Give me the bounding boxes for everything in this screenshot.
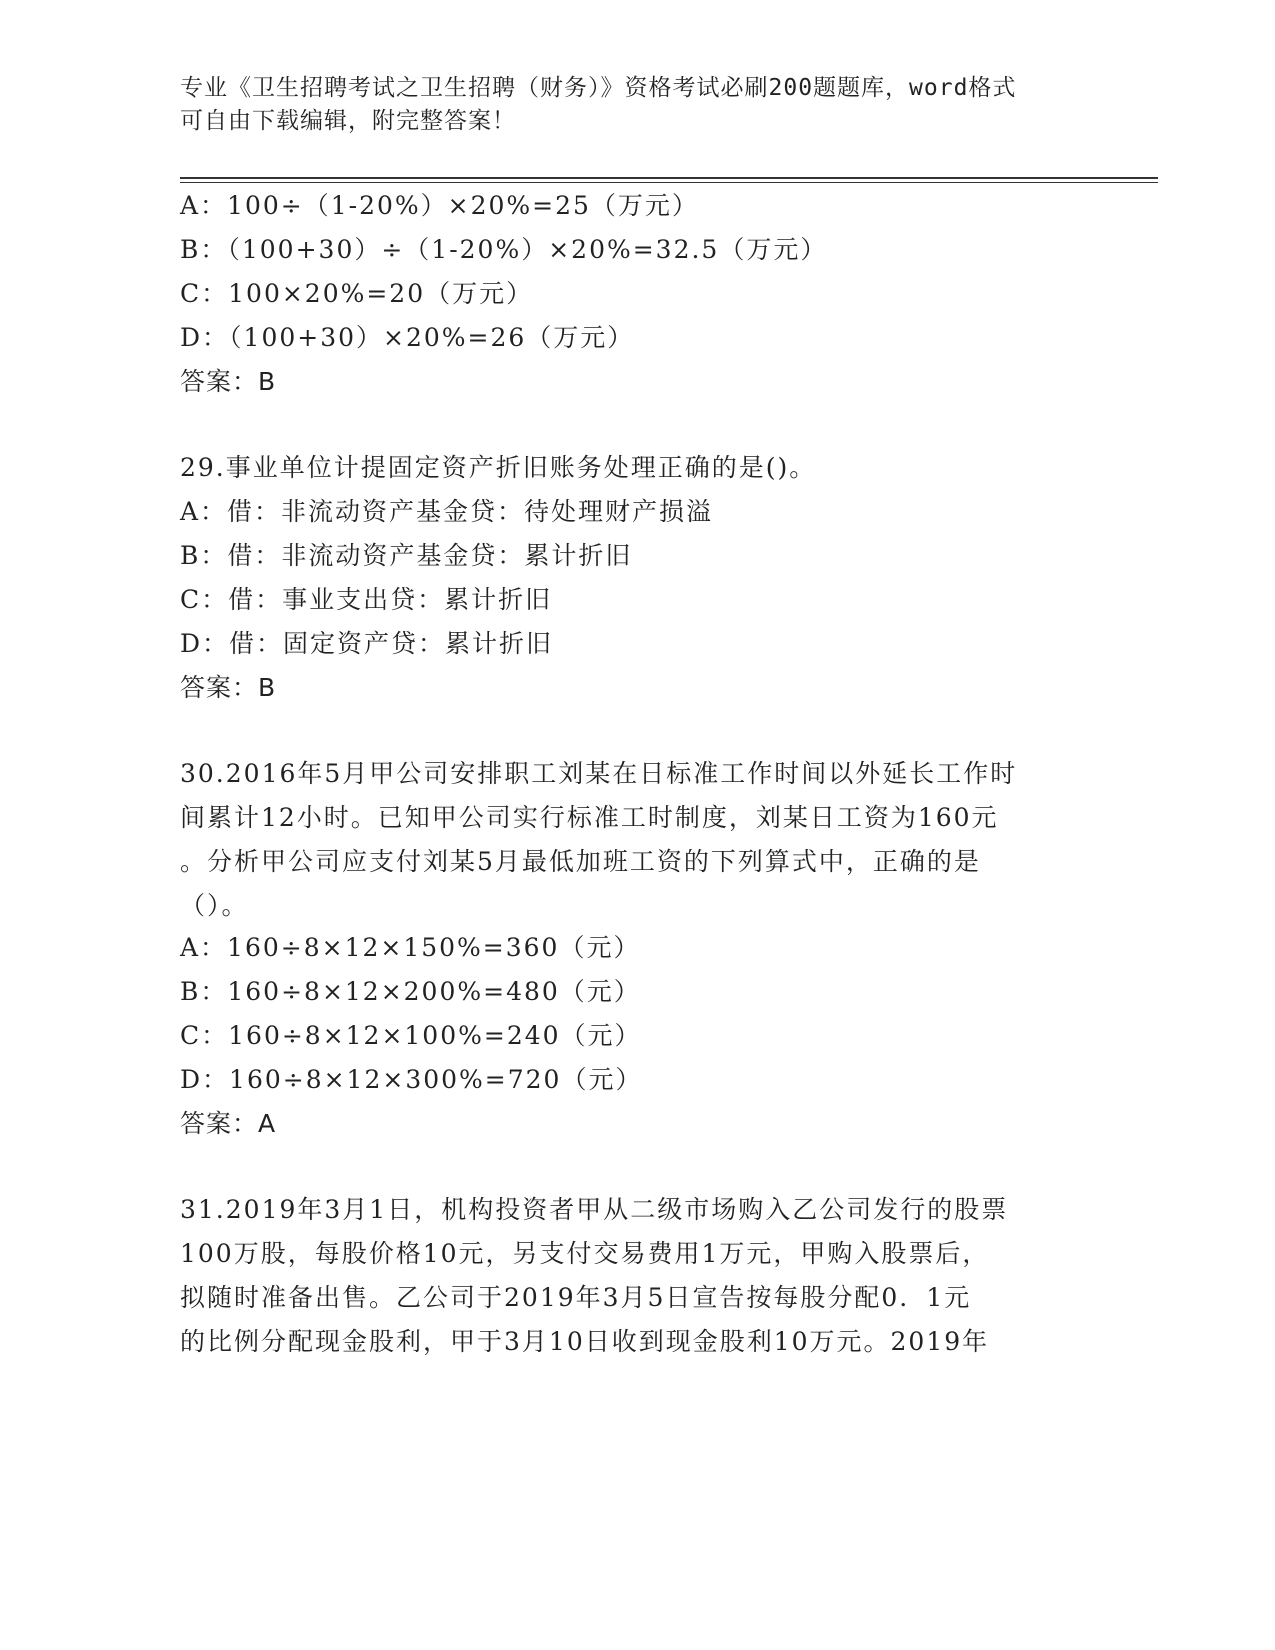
q28-option-b: B：（100+30）÷（1-20%）×20%=32.5（万元） <box>180 235 828 264</box>
q31-question-line: 100万股，每股价格10元，另支付交易费用1万元，甲购入股票后， <box>180 1239 990 1268</box>
header-divider-thin <box>180 182 1158 183</box>
q28-option-a: A：100÷（1-20%）×20%=25（万元） <box>180 191 699 220</box>
q29-answer: 答案：B <box>180 673 277 702</box>
q31-question-line: 31.2019年3月1日，机构投资者甲从二级市场购入乙公司发行的股票 <box>180 1195 1009 1224</box>
q30-question-line: 30.2016年5月甲公司安排职工刘某在日标准工作时间以外延长工作时 <box>180 759 1018 788</box>
document-header <box>180 72 1040 138</box>
q29-option-c: C：借：事业支出贷：累计折旧 <box>180 585 553 614</box>
header-line-2: 可自由下载编辑，附完整答案！ <box>180 108 516 134</box>
q29-question: 29.事业单位计提固定资产折旧账务处理正确的是()。 <box>180 453 817 482</box>
q31-question-line: 拟随时准备出售。乙公司于2019年3月5日宣告按每股分配0．1元 <box>180 1283 972 1312</box>
q30-option-c: C：160÷8×12×100%=240（元） <box>180 1021 642 1050</box>
q29-option-b: B：借：非流动资产基金贷：累计折旧 <box>180 541 633 570</box>
q28-option-c: C：100×20%=20（万元） <box>180 279 534 308</box>
q30-option-b: B：160÷8×12×200%=480（元） <box>180 977 641 1006</box>
q30-question-line: 。分析甲公司应支付刘某5月最低加班工资的下列算式中，正确的是 <box>180 847 981 876</box>
q29-option-d: D：借：固定资产贷：累计折旧 <box>180 629 554 658</box>
q30-option-a: A：160÷8×12×150%=360（元） <box>180 933 641 962</box>
q28-answer: 答案：B <box>180 367 277 396</box>
q31-question-line: 的比例分配现金股利，甲于3月10日收到现金股利10万元。2019年 <box>180 1327 990 1356</box>
q30-question-line: （）。 <box>180 891 249 920</box>
header-line-1: 专业《卫生招聘考试之卫生招聘（财务）》资格考试必刷200题题库，word格式 <box>180 75 1017 101</box>
header-divider-thick <box>180 177 1158 179</box>
q30-answer: 答案：A <box>180 1109 277 1138</box>
q30-option-d: D：160÷8×12×300%=720（元） <box>180 1065 643 1094</box>
q29-option-a: A：借：非流动资产基金贷：待处理财产损溢 <box>180 497 714 526</box>
q30-question-line: 间累计12小时。已知甲公司实行标准工时制度，刘某日工资为160元 <box>180 803 999 832</box>
q28-option-d: D：（100+30）×20%=26（万元） <box>180 323 635 352</box>
